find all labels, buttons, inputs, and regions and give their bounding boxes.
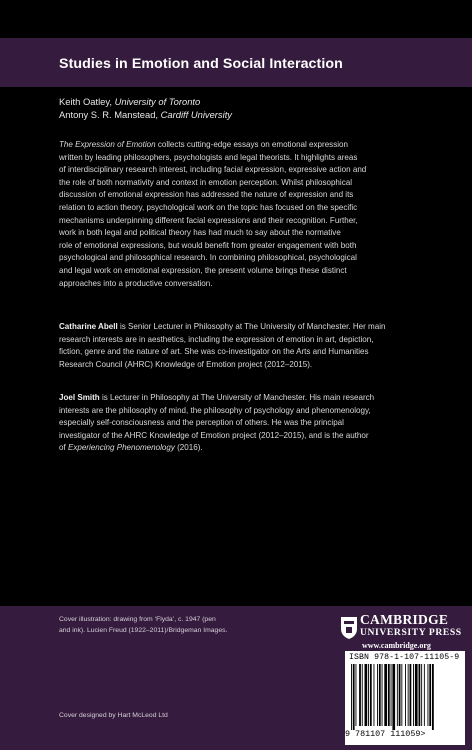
barcode-bar [419,664,421,726]
blurb-line: approaches into a productive conversation. [59,278,213,288]
publisher-name: CAMBRIDGE [360,612,449,627]
barcode-bar [392,664,395,730]
publisher-url: www.cambridge.org [362,641,431,650]
editor-affiliation: University of Toronto [114,96,201,107]
book-title: The Expression of Emotion [59,140,156,149]
barcode-bar [432,664,434,730]
editor-line: Antony S. R. Manstead, Cardiff University [59,108,232,120]
barcode-bars [349,664,461,732]
barcode-digits-text: 9 781107 111059 [345,729,421,739]
series-editors [59,96,232,121]
blurb-line: mechanisms underpinning different facial expressions and their recognition. Further, [59,215,358,225]
barcode-bar [424,664,425,726]
credit-line: Cover illustration: drawing from ‘Flyda’, c. 1947 (pen [59,616,216,623]
book-blurb [59,139,449,290]
barcode-bar [388,664,390,726]
barcode-bar [413,664,414,726]
barcode-bar [401,664,402,726]
barcode-bar [377,664,378,726]
barcode-bar [379,664,381,726]
bio-line: investigator of the AHRC Knowledge of Emotion project (2012–2015), and is the author [59,430,369,440]
barcode-bar [370,664,372,726]
editor-line: Keith Oatley, University of Toronto [59,96,201,107]
barcode-bar [353,664,355,730]
editor-name: Antony S. R. Manstead [59,108,156,120]
bio-line: of [59,443,68,453]
bio-line: Research Council (AHRC) Knowledge of Emotion project (2012–2015). [59,359,313,369]
barcode-bar [362,664,363,726]
blurb-line: collects cutting-edge essays on emotional expression [155,140,348,149]
isbn-number: ISBN 978-1-107-11105-9 [349,653,460,662]
isbn-barcode [345,651,465,745]
barcode-bar [405,664,406,726]
bio-line-tail: (2016). [174,443,203,453]
bio-line: interests are the philosophy of mind, the philosophy of psychology and phenomenology, [59,405,371,415]
barcode-bar [365,664,368,726]
barcode-bar [408,664,409,726]
cover-illustration-credit [59,615,274,636]
blurb-line: discussion of emotional expression has addressed the nature of expression and its [59,190,354,200]
bio-line: is Lecturer in Philosophy at The University of Manchester. His main research [99,393,375,402]
barcode-bar [368,664,369,726]
author-bio-abell [59,321,454,371]
top-band [0,0,472,38]
blurb-line: and legal work on emotional expression, the present volume brings these distinct [59,265,347,275]
barcode-bar [410,664,412,726]
barcode-bar [359,664,361,726]
editor-name: Keith Oatley [59,96,110,107]
book-reference: Experiencing Phenomenology [67,443,175,453]
barcode-bar [428,664,429,726]
blurb-line: psychological and philosophical research. In combining philosophical, psychological [59,253,357,263]
blurb-line: role of emotional expressions, but would benefit from greater engagement with both [59,240,357,250]
publisher-press: UNIVERSITY PRESS [360,627,462,638]
barcode-bar [397,664,398,726]
barcode-bar [351,664,352,730]
blurb-line: of interdisciplinary research interest, including facial expression, expressive action and [59,165,367,175]
barcode-bar [384,664,387,726]
blurb-line: the role of both normativity and context in emotion perception. Whilst philosophical [59,177,352,187]
bio-line: fiction, genre and the nature of art. She was co-investigator on the Arts and Humanities [59,347,369,357]
bio-line: especially self-consciousness and the perception of others. He was the principal [59,418,344,428]
credit-line: and ink). Lucien Freud (1922–2011)/Bridgeman Images. [59,626,228,634]
cambridge-shield-icon [340,616,358,640]
bio-line: is Senior Lecturer in Philosophy at The University of Manchester. Her main [117,322,386,331]
barcode-marker: > [420,729,426,739]
barcode-bar [391,664,392,726]
author-name: Catharine Abell [59,322,118,331]
barcode-bar [374,664,375,726]
editor-affiliation: Cardiff University [160,108,232,120]
series-title: Studies in Emotion and Social Interaction [59,56,343,72]
barcode-digits [345,729,465,739]
barcode-bar [382,664,383,726]
blurb-line: work in both legal and political theory has had much to say about the normative [59,228,341,238]
bio-line: research interests are in aesthetics, including the expression of emotion in art, depiction, [59,334,374,344]
author-bio-smith [59,392,454,455]
blurb-line: written by leading philosophers, psychologists and legal theorists. It highlights areas [59,152,358,162]
barcode-bar [421,664,422,726]
barcode-bar [429,664,431,726]
blurb-line: relation to action theory, psychological work on the topic has focused on the specific [59,202,358,212]
author-name: Joel Smith [59,393,100,402]
cover-design-credit: Cover designed by Hart McLeod Ltd [59,712,168,719]
barcode-bar [399,664,401,726]
barcode-bar [356,664,357,726]
barcode-bar [415,664,418,726]
